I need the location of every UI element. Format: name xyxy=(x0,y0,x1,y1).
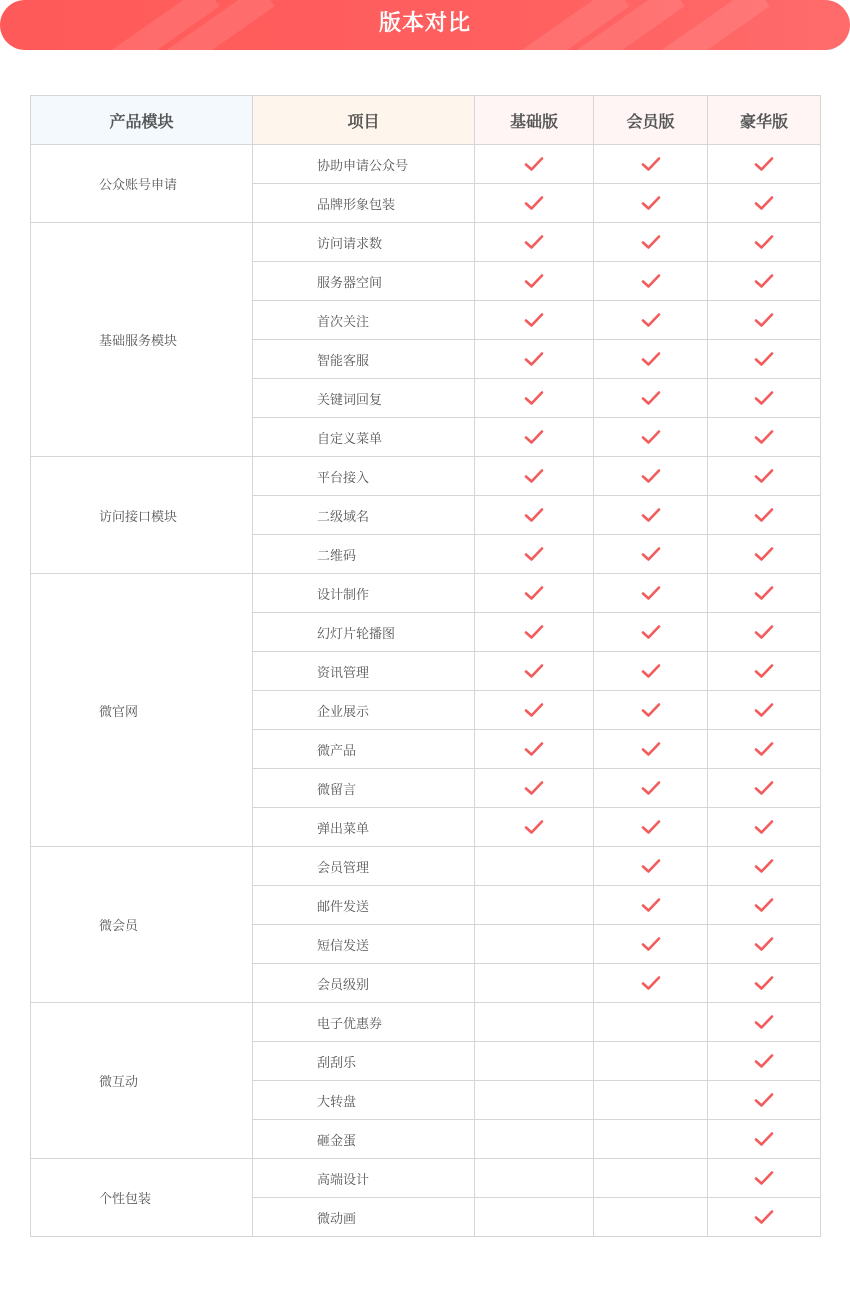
feature-item: 砸金蛋 xyxy=(253,1120,475,1159)
plan-luxury-cell xyxy=(708,886,821,925)
check-icon xyxy=(754,780,774,796)
feature-item: 资讯管理 xyxy=(253,652,475,691)
plan-basic-cell xyxy=(475,1198,594,1237)
check-icon xyxy=(754,312,774,328)
plan-basic-cell xyxy=(475,301,594,340)
plan-basic-cell xyxy=(475,535,594,574)
plan-basic-cell xyxy=(475,808,594,847)
plan-luxury-cell xyxy=(708,1081,821,1120)
plan-member-cell xyxy=(594,496,708,535)
header-module: 产品模块 xyxy=(31,96,253,145)
feature-item: 高端设计 xyxy=(253,1159,475,1198)
plan-member-cell xyxy=(594,262,708,301)
check-icon xyxy=(641,702,661,718)
check-icon xyxy=(754,546,774,562)
check-icon xyxy=(524,390,544,406)
plan-luxury-cell xyxy=(708,769,821,808)
check-icon xyxy=(754,1092,774,1108)
module-name: 公众账号申请 xyxy=(31,145,253,223)
plan-basic-cell xyxy=(475,262,594,301)
check-icon xyxy=(754,585,774,601)
check-icon xyxy=(641,780,661,796)
plan-member-cell xyxy=(594,769,708,808)
check-icon xyxy=(754,1209,774,1225)
check-icon xyxy=(754,936,774,952)
check-icon xyxy=(754,897,774,913)
header-plan-basic: 基础版 xyxy=(475,96,594,145)
plan-member-cell xyxy=(594,964,708,1003)
check-icon xyxy=(524,234,544,250)
plan-luxury-cell xyxy=(708,418,821,457)
plan-basic-cell xyxy=(475,418,594,457)
header-item: 项目 xyxy=(253,96,475,145)
check-icon xyxy=(524,741,544,757)
check-icon xyxy=(524,468,544,484)
feature-item: 设计制作 xyxy=(253,574,475,613)
feature-item: 弹出菜单 xyxy=(253,808,475,847)
check-icon xyxy=(641,312,661,328)
module-name: 微会员 xyxy=(31,847,253,1003)
feature-item: 二级域名 xyxy=(253,496,475,535)
plan-member-cell xyxy=(594,1081,708,1120)
plan-member-cell xyxy=(594,340,708,379)
feature-item: 智能客服 xyxy=(253,340,475,379)
feature-item: 企业展示 xyxy=(253,691,475,730)
feature-item: 微产品 xyxy=(253,730,475,769)
plan-basic-cell xyxy=(475,496,594,535)
feature-item: 刮刮乐 xyxy=(253,1042,475,1081)
check-icon xyxy=(641,975,661,991)
page-banner xyxy=(0,0,850,50)
check-icon xyxy=(754,975,774,991)
check-icon xyxy=(641,351,661,367)
plan-member-cell xyxy=(594,379,708,418)
table-row xyxy=(31,457,821,496)
plan-basic-cell xyxy=(475,691,594,730)
plan-basic-cell xyxy=(475,730,594,769)
check-icon xyxy=(524,546,544,562)
plan-basic-cell xyxy=(475,1042,594,1081)
check-icon xyxy=(524,819,544,835)
module-name: 访问接口模块 xyxy=(31,457,253,574)
plan-member-cell xyxy=(594,1003,708,1042)
check-icon xyxy=(754,1014,774,1030)
plan-member-cell xyxy=(594,301,708,340)
check-icon xyxy=(641,156,661,172)
header-plan-luxury: 豪华版 xyxy=(708,96,821,145)
plan-basic-cell xyxy=(475,964,594,1003)
feature-item: 关键词回复 xyxy=(253,379,475,418)
table-row xyxy=(31,145,821,184)
plan-member-cell xyxy=(594,145,708,184)
check-icon xyxy=(524,312,544,328)
feature-item: 访问请求数 xyxy=(253,223,475,262)
plan-basic-cell xyxy=(475,340,594,379)
plan-basic-cell xyxy=(475,184,594,223)
plan-luxury-cell xyxy=(708,1042,821,1081)
table-row xyxy=(31,1159,821,1198)
plan-luxury-cell xyxy=(708,1159,821,1198)
plan-basic-cell xyxy=(475,1003,594,1042)
table-row xyxy=(31,847,821,886)
plan-member-cell xyxy=(594,730,708,769)
feature-item: 二维码 xyxy=(253,535,475,574)
feature-item: 平台接入 xyxy=(253,457,475,496)
check-icon xyxy=(641,234,661,250)
check-icon xyxy=(754,234,774,250)
version-comparison-table xyxy=(30,95,821,1237)
plan-member-cell xyxy=(594,1159,708,1198)
check-icon xyxy=(754,507,774,523)
check-icon xyxy=(754,429,774,445)
check-icon xyxy=(641,507,661,523)
feature-item: 协助申请公众号 xyxy=(253,145,475,184)
module-name: 个性包装 xyxy=(31,1159,253,1237)
header-plan-member: 会员版 xyxy=(594,96,708,145)
check-icon xyxy=(641,624,661,640)
feature-item: 幻灯片轮播图 xyxy=(253,613,475,652)
feature-item: 短信发送 xyxy=(253,925,475,964)
plan-luxury-cell xyxy=(708,184,821,223)
check-icon xyxy=(524,702,544,718)
plan-member-cell xyxy=(594,223,708,262)
plan-luxury-cell xyxy=(708,652,821,691)
plan-basic-cell xyxy=(475,145,594,184)
plan-luxury-cell xyxy=(708,1198,821,1237)
check-icon xyxy=(524,624,544,640)
table-header-row xyxy=(31,96,821,145)
feature-item: 首次关注 xyxy=(253,301,475,340)
plan-luxury-cell xyxy=(708,457,821,496)
check-icon xyxy=(754,1131,774,1147)
feature-item: 服务器空间 xyxy=(253,262,475,301)
check-icon xyxy=(754,468,774,484)
plan-member-cell xyxy=(594,691,708,730)
module-name: 基础服务模块 xyxy=(31,223,253,457)
check-icon xyxy=(754,663,774,679)
check-icon xyxy=(524,507,544,523)
feature-item: 微留言 xyxy=(253,769,475,808)
plan-luxury-cell xyxy=(708,925,821,964)
plan-basic-cell xyxy=(475,1159,594,1198)
check-icon xyxy=(754,702,774,718)
plan-luxury-cell xyxy=(708,964,821,1003)
table-row xyxy=(31,574,821,613)
plan-member-cell xyxy=(594,847,708,886)
plan-member-cell xyxy=(594,613,708,652)
plan-basic-cell xyxy=(475,769,594,808)
plan-luxury-cell xyxy=(708,730,821,769)
feature-item: 邮件发送 xyxy=(253,886,475,925)
check-icon xyxy=(524,663,544,679)
check-icon xyxy=(641,273,661,289)
check-icon xyxy=(641,819,661,835)
check-icon xyxy=(524,351,544,367)
plan-luxury-cell xyxy=(708,535,821,574)
table-body xyxy=(31,145,821,1237)
plan-basic-cell xyxy=(475,457,594,496)
feature-item: 会员级别 xyxy=(253,964,475,1003)
check-icon xyxy=(641,390,661,406)
plan-basic-cell xyxy=(475,613,594,652)
plan-luxury-cell xyxy=(708,379,821,418)
plan-luxury-cell xyxy=(708,613,821,652)
plan-basic-cell xyxy=(475,1081,594,1120)
check-icon xyxy=(524,195,544,211)
feature-item: 电子优惠券 xyxy=(253,1003,475,1042)
feature-item: 自定义菜单 xyxy=(253,418,475,457)
check-icon xyxy=(641,936,661,952)
plan-luxury-cell xyxy=(708,262,821,301)
plan-member-cell xyxy=(594,925,708,964)
check-icon xyxy=(754,1170,774,1186)
feature-item: 微动画 xyxy=(253,1198,475,1237)
check-icon xyxy=(524,429,544,445)
plan-member-cell xyxy=(594,1042,708,1081)
plan-luxury-cell xyxy=(708,1120,821,1159)
check-icon xyxy=(754,390,774,406)
check-icon xyxy=(754,156,774,172)
plan-member-cell xyxy=(594,184,708,223)
plan-basic-cell xyxy=(475,379,594,418)
check-icon xyxy=(754,819,774,835)
check-icon xyxy=(754,858,774,874)
plan-luxury-cell xyxy=(708,223,821,262)
plan-luxury-cell xyxy=(708,145,821,184)
check-icon xyxy=(754,273,774,289)
plan-member-cell xyxy=(594,457,708,496)
plan-member-cell xyxy=(594,808,708,847)
check-icon xyxy=(641,897,661,913)
check-icon xyxy=(524,156,544,172)
check-icon xyxy=(641,429,661,445)
check-icon xyxy=(641,546,661,562)
plan-member-cell xyxy=(594,535,708,574)
plan-basic-cell xyxy=(475,886,594,925)
table-row xyxy=(31,1003,821,1042)
plan-basic-cell xyxy=(475,1120,594,1159)
plan-luxury-cell xyxy=(708,574,821,613)
check-icon xyxy=(641,195,661,211)
check-icon xyxy=(641,585,661,601)
plan-luxury-cell xyxy=(708,496,821,535)
plan-member-cell xyxy=(594,1120,708,1159)
check-icon xyxy=(524,585,544,601)
check-icon xyxy=(524,273,544,289)
plan-basic-cell xyxy=(475,574,594,613)
check-icon xyxy=(754,195,774,211)
check-icon xyxy=(754,1053,774,1069)
check-icon xyxy=(524,780,544,796)
plan-member-cell xyxy=(594,1198,708,1237)
plan-luxury-cell xyxy=(708,1003,821,1042)
plan-member-cell xyxy=(594,886,708,925)
plan-basic-cell xyxy=(475,847,594,886)
check-icon xyxy=(641,858,661,874)
plan-luxury-cell xyxy=(708,301,821,340)
plan-luxury-cell xyxy=(708,340,821,379)
check-icon xyxy=(641,663,661,679)
module-name: 微互动 xyxy=(31,1003,253,1159)
module-name: 微官网 xyxy=(31,574,253,847)
plan-luxury-cell xyxy=(708,847,821,886)
check-icon xyxy=(754,351,774,367)
check-icon xyxy=(754,624,774,640)
check-icon xyxy=(641,468,661,484)
feature-item: 会员管理 xyxy=(253,847,475,886)
table-row xyxy=(31,223,821,262)
page-title: 版本对比 xyxy=(378,11,471,36)
feature-item: 品牌形象包装 xyxy=(253,184,475,223)
plan-basic-cell xyxy=(475,652,594,691)
plan-basic-cell xyxy=(475,223,594,262)
feature-item: 大转盘 xyxy=(253,1081,475,1120)
plan-member-cell xyxy=(594,574,708,613)
check-icon xyxy=(641,741,661,757)
plan-basic-cell xyxy=(475,925,594,964)
check-icon xyxy=(754,741,774,757)
plan-member-cell xyxy=(594,652,708,691)
plan-member-cell xyxy=(594,418,708,457)
plan-luxury-cell xyxy=(708,808,821,847)
plan-luxury-cell xyxy=(708,691,821,730)
